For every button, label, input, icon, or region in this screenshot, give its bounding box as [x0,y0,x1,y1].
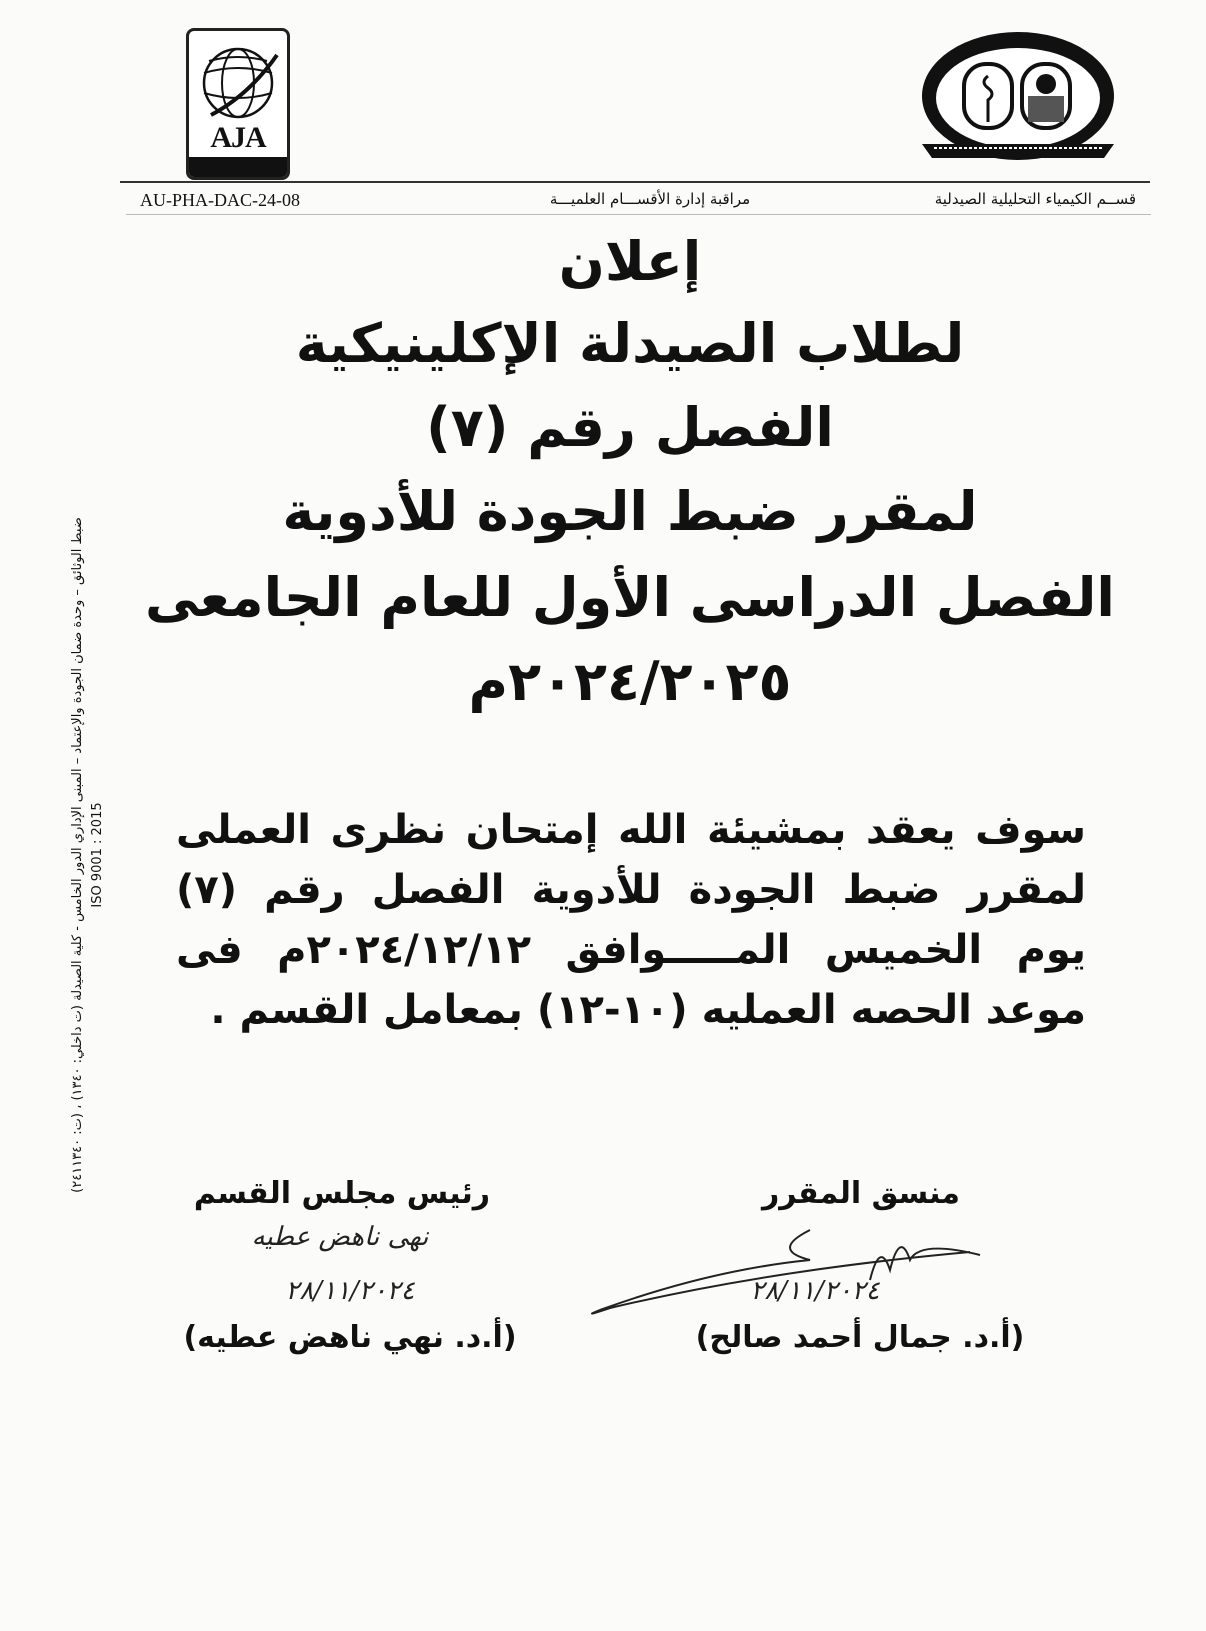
title-year: ٢٠٢٤/٢٠٢٥م [468,650,792,713]
announcement-body: سوف يعقد بمشيئة الله إمتحان نظرى العملى لمقرر ضبط الجودة للأدوية الفصل رقم (٧) يوم الخميس المـــــوافق ٢٠٢٤/١٢/١٢م فى موعد الحصه العمليه (١٠-١٢) بمعامل القسم . [176,807,1086,1033]
side-note-iso: ISO 9001 : 2015 [90,802,105,908]
coordinator-handwritten-date: ٢٨/١١/٢٠٢٤ [750,1276,880,1306]
header-center-text: مراقبة إدارة الأقســـام العلميـــة [549,190,751,208]
header-rule [120,181,1150,183]
faculty-logo [912,26,1124,176]
side-note-line1: ضبط الوثائق – وحدة ضمان الجودة والإعتماد – المبنى الإداري الدور الخامس - كلية الصيدلة (ت داخلي: ١٣٤٠) ، (ت: ٢٤١١٣٤٠) [70,517,85,1193]
title-class-number: الفصل رقم (٧) [426,396,834,459]
announcement-title: إعلان [558,230,702,293]
department-name: قســم الكيمياء التحليلية الصيدلية [934,190,1136,208]
head-role: رئيس مجلس القسم [193,1176,490,1211]
title-audience: لطلاب الصيدلة الإكلينيكية [295,312,965,375]
side-footer-note [58,430,118,1280]
head-name: (أ.د. نهي ناهض عطيه) [183,1320,517,1355]
title-course: لمقرر ضبط الجودة للأدوية [282,480,978,543]
document-code: AU-PHA-DAC-24-08 [140,190,300,210]
header-rule-2 [126,214,1151,215]
title-semester: الفصل الدراسى الأول للعام الجامعى [145,566,1115,629]
aja-logo-text: AJA [210,121,266,154]
aja-logo [186,28,290,180]
head-handwritten-date: ٢٨/١١/٢٠٢٤ [285,1276,415,1306]
head-handwritten-name: نهى ناهض عطيه [251,1222,429,1252]
coordinator-role: منسق المقرر [761,1176,960,1211]
coordinator-name: (أ.د. جمال أحمد صالح) [695,1320,1025,1355]
